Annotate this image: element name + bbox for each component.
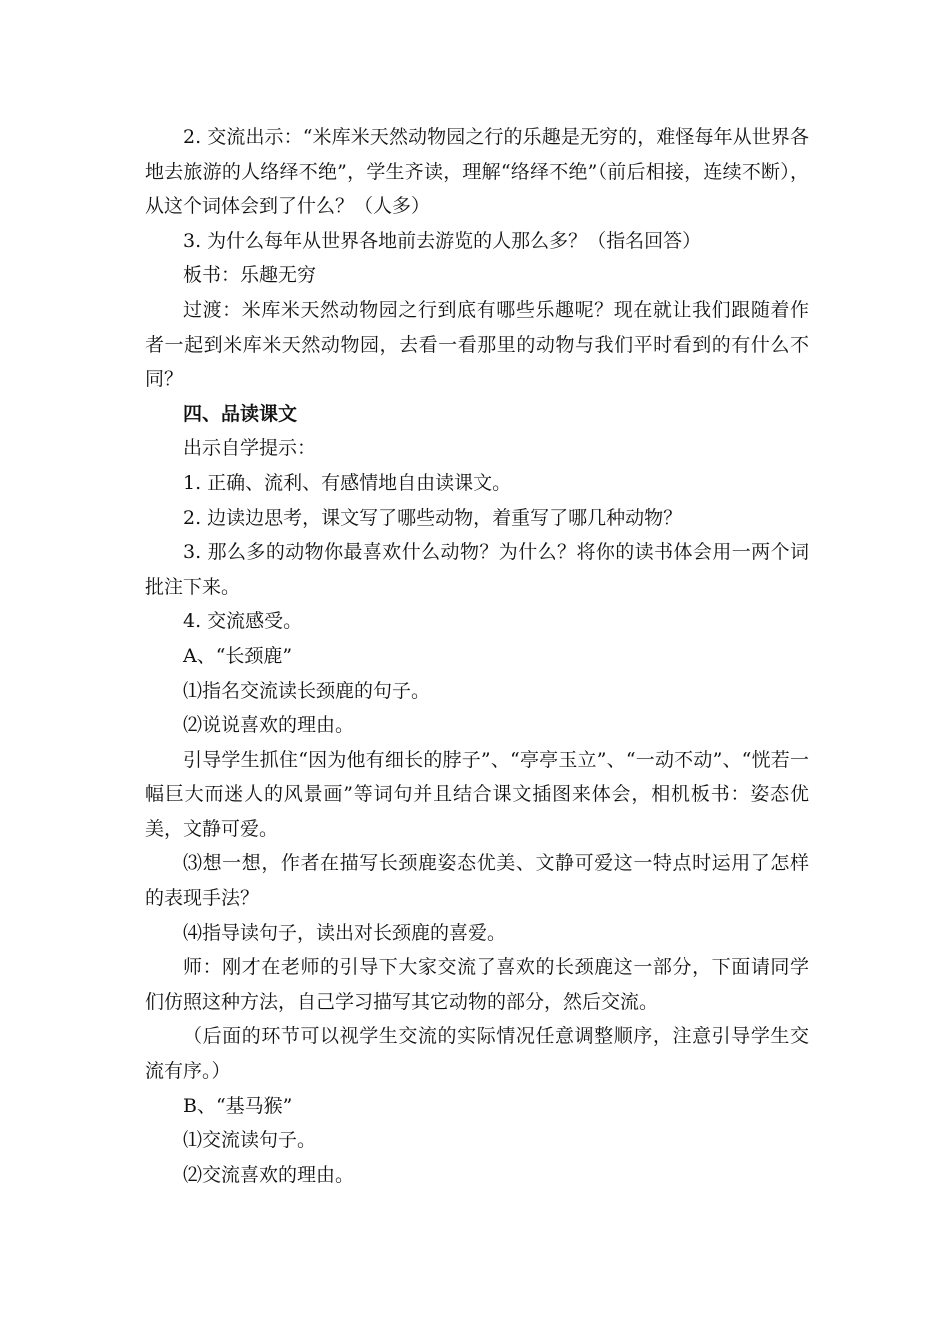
paragraph-exchange-quote: 2. 交流出示：“米库米天然动物园之行的乐趣是无穷的，难怪每年从世界各地去旅游的人络绎不绝”，学生齐读，理解“络绎不绝”（前后相接，连续不断），从这个词体会到了什么？（人多） [145,126,809,218]
paragraph-transition: 过渡：米库米天然动物园之行到底有哪些乐趣呢？现在就让我们跟随着作者一起到米库米天然动物园，去看一看那里的动物与我们平时看到的有什么不同？ [145,298,809,391]
step-giraffe-guided-reading: ⑷指导读句子，读出对长颈鹿的喜爱。 [183,921,507,944]
step-giraffe-technique: ⑶想一想，作者在描写长颈鹿姿态优美、文静可爱这一特点时运用了怎样的表现手法？ [145,852,809,910]
paragraph-note-order: （后面的环节可以视学生交流的实际情况任意调整顺序，注意引导学生交流有序。） [145,1025,809,1083]
section-heading-read-text: 四、品读课文 [183,402,298,425]
subheading-giraffe: A、“长颈鹿” [183,644,293,667]
paragraph-self-study-prompt: 出示自学提示： [183,437,317,460]
paragraph-teacher-instruction: 师：刚才在老师的引导下大家交流了喜欢的长颈鹿这一部分，下面请同学们仿照这种方法，自己学习描写其它动物的部分，然后交流。 [145,956,809,1013]
paragraph-guide-students: 引导学生抓住“因为他有细长的脖子”、“亭亭玉立”、“一动不动”、“恍若一幅巨大而迷人的风景画”等词句并且结合课文插图来体会，相机板书：姿态优美，文静可爱。 [145,748,809,840]
step-giraffe-read: ⑴指名交流读长颈鹿的句子。 [183,679,431,702]
list-item-read-aloud: 1. 正确、流利、有感情地自由读课文。 [183,471,512,494]
list-item-share-feelings: 4. 交流感受。 [183,610,303,633]
step-monkey-reasons: ⑵交流喜欢的理由。 [183,1163,355,1186]
subheading-monkey: B、“基马猴” [183,1094,293,1117]
step-monkey-read: ⑴交流读句子。 [183,1129,317,1152]
paragraph-question-why-many-visitors: 3. 为什么每年从世界各地前去游览的人那么多？（指名回答） [183,229,702,252]
paragraph-board-note-joy: 板书：乐趣无穷 [183,264,317,287]
list-item-favorite-animal: 3. 那么多的动物你最喜欢什么动物？为什么？将你的读书体会用一两个词批注下来。 [145,541,809,598]
step-giraffe-reasons: ⑵说说喜欢的理由。 [183,714,355,737]
list-item-read-and-think: 2. 边读边思考，课文写了哪些动物，着重写了哪几种动物？ [183,506,683,529]
document-body [145,120,809,1192]
